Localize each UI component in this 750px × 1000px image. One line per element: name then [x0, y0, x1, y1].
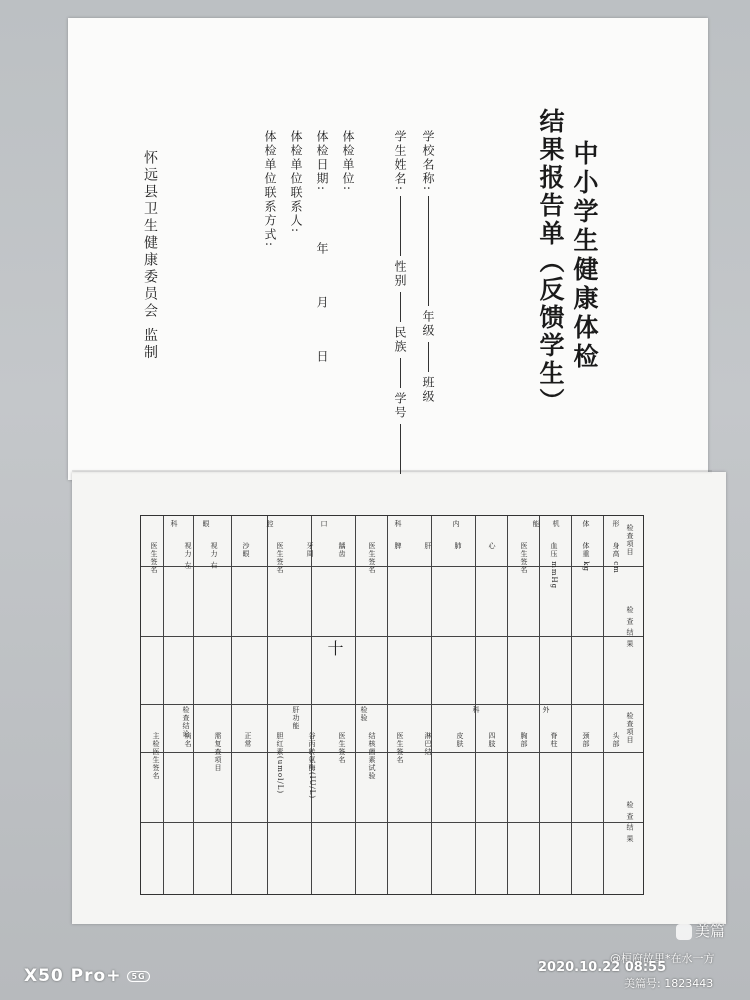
- school-label: 学校名称:: [421, 130, 435, 193]
- section-label: 机: [552, 520, 560, 528]
- section-label: 内: [452, 520, 460, 528]
- right-section-label: 外: [542, 706, 550, 714]
- photo-timestamp: 2020.10.22 08:55: [538, 960, 667, 975]
- table-col: [267, 516, 268, 894]
- item-doctor-sign: 医生签名: [520, 542, 528, 574]
- table-divider-middle: [141, 704, 643, 705]
- item-lymph: 淋巴结: [424, 732, 432, 756]
- right-header: 检查项目: [626, 712, 634, 744]
- table-col: [387, 516, 388, 894]
- section-label: 口: [320, 520, 328, 528]
- section-label: 形: [612, 520, 620, 528]
- exam-date-row: [314, 130, 331, 364]
- table-col: [603, 516, 604, 894]
- phone-label: 体检单位联系方式:: [263, 130, 277, 249]
- table-col: [163, 516, 164, 894]
- school-row: [420, 130, 437, 404]
- day-label: 日: [315, 350, 329, 365]
- report-title-line1: 中小学生健康体检: [570, 140, 599, 372]
- student-no-label: 学号: [393, 392, 407, 421]
- item-vision-left: 视力 左: [184, 542, 192, 570]
- caries-mark: 十: [325, 640, 344, 657]
- ethnicity-blank: [400, 358, 401, 388]
- item-limbs: 四肢: [488, 732, 496, 748]
- item-disease-name: 病名: [184, 732, 192, 748]
- item-trachoma: 沙眼: [242, 542, 250, 558]
- health-report-table: [140, 515, 644, 895]
- table-col: [193, 516, 194, 894]
- student-no-blank: [400, 424, 401, 474]
- table-col: [539, 516, 540, 894]
- item-bilirubin: 胆红素(umol/L): [276, 732, 284, 795]
- table-divider: [141, 636, 643, 637]
- item-blood-pressure: 血压 mmHg: [550, 542, 558, 590]
- item-vision-right: 视力 右: [210, 542, 218, 570]
- author-watermark: @桓府故里*在水一方: [610, 952, 715, 965]
- item-head: 头部: [612, 732, 620, 748]
- brand-watermark: [676, 920, 725, 941]
- student-label: 学生姓名:: [393, 130, 407, 193]
- item-doctor-sign: 医生签名: [396, 732, 404, 764]
- item-neck: 颈部: [582, 732, 590, 748]
- item-chest: 胸部: [520, 732, 528, 748]
- section-label: 能: [532, 520, 540, 528]
- meipian-logo-icon: [676, 924, 692, 940]
- exam-unit-row: [340, 130, 357, 192]
- right-section-label: 检查结论: [182, 706, 190, 738]
- item-normal: 正常: [244, 732, 252, 748]
- grade-label: 年级: [421, 310, 435, 339]
- item-spine: 脊柱: [550, 732, 558, 748]
- camera-model-watermark: [24, 966, 150, 986]
- exam-unit-label: 体检单位:: [341, 130, 355, 193]
- table-divider: [141, 822, 643, 823]
- contact-row: [288, 130, 305, 234]
- left-result-header: 检 查 结 果: [626, 606, 634, 648]
- item-liver: 肝: [424, 542, 432, 550]
- item-doctor-sign: 医生签名: [368, 542, 376, 574]
- year-label: 年: [315, 242, 329, 257]
- cover-sheet: [68, 18, 708, 480]
- 5g-badge: 5G: [127, 971, 149, 982]
- item-tuberculin: 结核菌素试验: [368, 732, 376, 780]
- item-height: 身高 cm: [612, 542, 620, 574]
- table-col: [475, 516, 476, 894]
- table-col: [355, 516, 356, 894]
- item-heart: 心: [488, 542, 496, 550]
- brand-name: 美篇: [695, 922, 726, 940]
- item-caries: 龋齿: [338, 542, 346, 558]
- camera-model: X50 Pro+: [24, 966, 122, 986]
- table-col: [231, 516, 232, 894]
- contact-label: 体检单位联系人:: [289, 130, 303, 235]
- item-weight: 体重 kg: [582, 542, 590, 572]
- item-chief-doctor-sign: 主检医生签名: [152, 732, 160, 780]
- section-label: 科: [394, 520, 402, 528]
- right-result-header: 检 查 结 果: [626, 801, 634, 843]
- issuer-footer: 怀远县卫生健康委员会 监制: [142, 150, 158, 362]
- section-label: 科: [170, 520, 178, 528]
- table-col: [571, 516, 572, 894]
- gender-blank: [400, 292, 401, 322]
- exam-date-label: 体检日期:: [315, 130, 329, 193]
- item-alt: 谷丙转氨酶(IU/L): [308, 732, 316, 800]
- section-label: 体: [582, 520, 590, 528]
- section-label: 腔: [266, 520, 274, 528]
- phone-row: [262, 130, 279, 248]
- right-section-label: 肝功能: [292, 706, 300, 730]
- student-row: [392, 130, 409, 478]
- table-col: [311, 516, 312, 894]
- report-title-line2: 结果报告单（反馈学生）: [536, 108, 565, 416]
- item-periodontal: 牙周: [306, 542, 314, 558]
- item-doctor-sign: 医生签名: [276, 542, 284, 574]
- left-header: 检查项目: [626, 524, 634, 556]
- item-lung: 肺: [454, 542, 462, 550]
- right-section-label: 检验: [360, 706, 368, 722]
- school-blank: [428, 196, 429, 306]
- ethnicity-label: 民族: [393, 326, 407, 355]
- item-recheck: 需复查项目: [214, 732, 222, 772]
- right-section-label: 科: [472, 706, 480, 714]
- class-label: 班级: [421, 376, 435, 405]
- id-watermark: 美篇号: 1823443: [624, 977, 714, 990]
- item-skin: 皮肤: [456, 732, 464, 748]
- item-doctor-sign: 医生签名: [150, 542, 158, 574]
- gender-label: 性别: [393, 260, 407, 289]
- section-label: 眼: [202, 520, 210, 528]
- table-col: [507, 516, 508, 894]
- grade-blank: [428, 342, 429, 372]
- item-spleen: 脾: [394, 542, 402, 550]
- table-col: [431, 516, 432, 894]
- student-blank: [400, 196, 401, 256]
- month-label: 月: [315, 296, 329, 311]
- item-doctor-sign: 医生签名: [338, 732, 346, 764]
